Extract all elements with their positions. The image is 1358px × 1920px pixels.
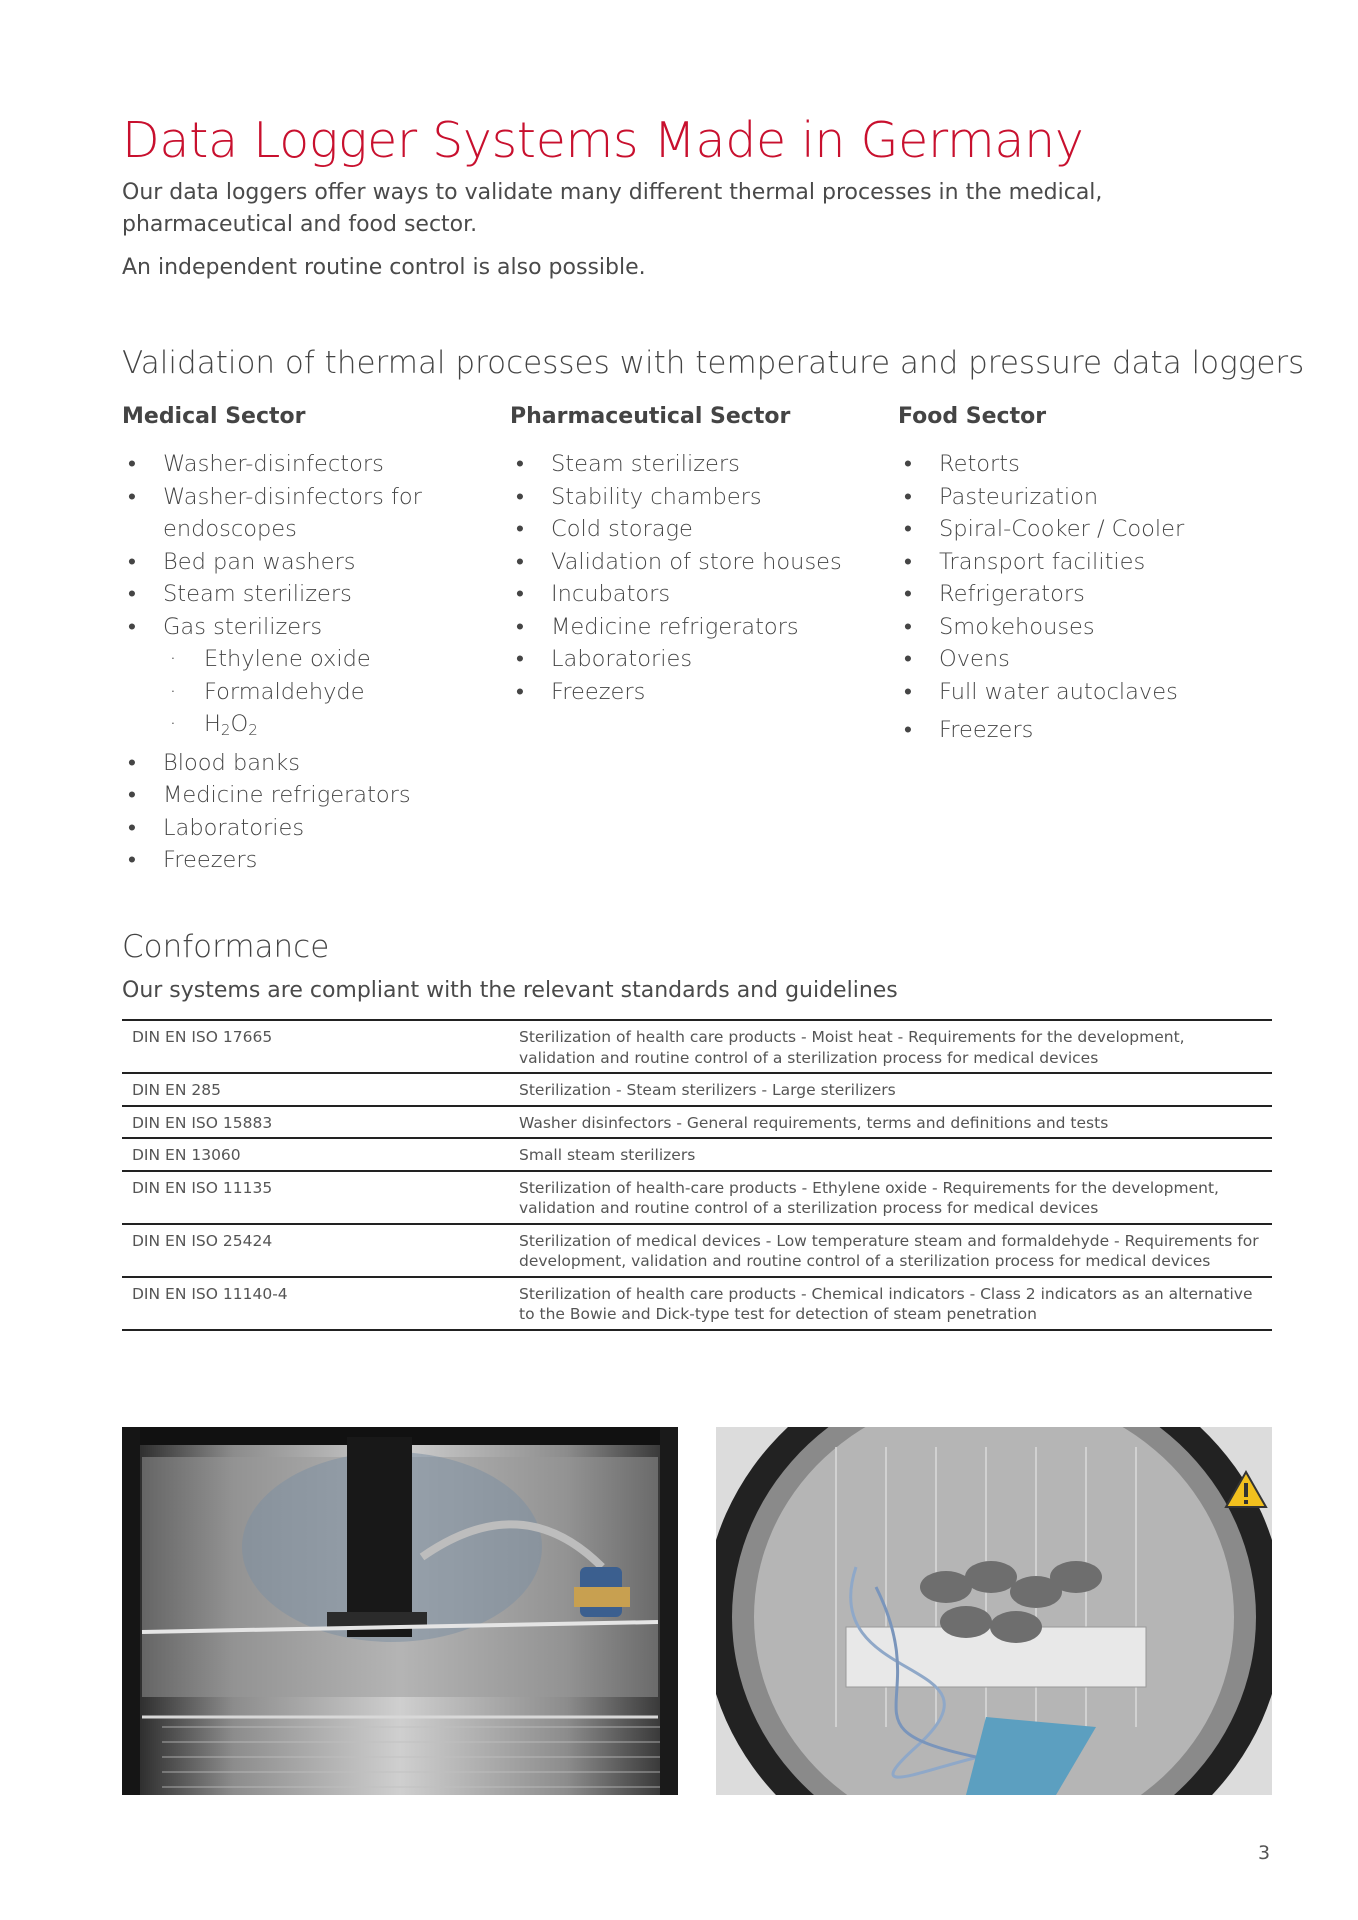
list-item: • Bed pan washers <box>122 546 502 579</box>
standard-code: DIN EN ISO 17665 <box>122 1020 509 1073</box>
list-item: • Ovens <box>898 643 1278 676</box>
standard-description: Sterilization of health care products - Moist heat - Requirements for the development, validation and routine control of a sterilization process for medical devices <box>509 1020 1272 1073</box>
bullet-icon: • <box>128 782 136 808</box>
intro-paragraph: Our data loggers offer ways to validate many different thermal processes in the medical, pharmaceutical and food sector. <box>122 180 1103 237</box>
standards-table <box>122 1019 1272 1331</box>
list-item: • Refrigerators <box>898 578 1278 611</box>
bullet-icon: • <box>128 814 136 841</box>
bullet-icon: • <box>516 646 524 672</box>
list-item: • Steam sterilizers <box>510 448 890 481</box>
standard-description: Sterilization of health-care products - Ethylene oxide - Requirements for the development, validation and routine control of a sterilization process for medical devices <box>509 1171 1272 1224</box>
list-item: • Gas sterilizers <box>122 611 502 644</box>
list-item: • Transport facilities <box>898 546 1278 579</box>
h2o2-formula: $H_2O_2$ <box>204 711 258 739</box>
column-heading: Pharmaceutical Sector <box>510 404 791 429</box>
bullet-icon: • <box>516 678 524 705</box>
list-item: • Laboratories <box>122 812 502 845</box>
table-row <box>122 1171 1272 1224</box>
list-item: • Medicine refrigerators <box>122 779 502 812</box>
list-item: • Pasteurization <box>898 481 1278 514</box>
bullet-icon: • <box>516 613 524 640</box>
standard-code: DIN EN ISO 15883 <box>122 1106 509 1139</box>
bullet-icon: • <box>904 581 912 607</box>
sub-list-item <box>122 708 502 747</box>
list-item: • Freezers <box>122 844 502 877</box>
standard-code: DIN EN ISO 11135 <box>122 1171 509 1224</box>
bullet-icon: • <box>904 516 912 542</box>
bullet-icon: • <box>128 581 136 607</box>
table-row <box>122 1224 1272 1277</box>
bullet-icon: • <box>128 451 136 477</box>
bullet-icon: • <box>128 548 136 575</box>
bullet-icon: • <box>904 678 912 705</box>
list-item: • Cold storage <box>510 513 890 546</box>
bullet-icon: • <box>516 548 524 575</box>
table-row <box>122 1277 1272 1330</box>
list-item: • Full water autoclaves <box>898 676 1278 709</box>
sub-list-item: · Formaldehyde <box>122 676 502 709</box>
list-item: • Stability chambers <box>510 481 890 514</box>
standard-description: Sterilization of health care products - Chemical indicators - Class 2 indicators as an alternative to the Bowie and Dick-type test for detection of steam penetration <box>509 1277 1272 1330</box>
bullet-icon: • <box>904 613 912 640</box>
table-row <box>122 1073 1272 1106</box>
bullet-icon: • <box>516 581 524 607</box>
bullet-icon: • <box>128 847 136 873</box>
list-item: • Retorts <box>898 448 1278 481</box>
list-item: • Spiral-Cooker / Cooler <box>898 513 1278 546</box>
sub-bullet-icon: · <box>169 678 177 705</box>
standard-description: Sterilization of medical devices - Low temperature steam and formaldehyde - Requirements for development, validation and routine control of a sterilization process for medical devices <box>509 1224 1272 1277</box>
list-item: • Steam sterilizers <box>122 578 502 611</box>
page-number: 3 <box>1258 1842 1271 1864</box>
page-title: Data Logger Systems Made in Germany <box>122 112 1084 169</box>
washer-disinfector-photo <box>122 1427 678 1795</box>
food-sector-column <box>898 404 1278 747</box>
standard-description: Small steam sterilizers <box>509 1138 1272 1171</box>
standard-code: DIN EN ISO 25424 <box>122 1224 509 1277</box>
bullet-icon: • <box>516 451 524 477</box>
pharmaceutical-sector-column <box>510 404 890 708</box>
pharmaceutical-sector-list <box>510 448 890 708</box>
sub-bullet-icon: · <box>169 711 177 737</box>
intro-paragraph-2: An independent routine control is also possible. <box>122 255 646 280</box>
bullet-icon: • <box>904 451 912 477</box>
list-item: • Washer-disinfectors for endoscopes <box>122 481 502 546</box>
standard-code: DIN EN ISO 11140-4 <box>122 1277 509 1330</box>
validation-heading: Validation of thermal processes with temperature and pressure data loggers <box>122 345 1305 381</box>
list-item: • Freezers <box>510 676 890 709</box>
list-item: • Blood banks <box>122 747 502 780</box>
conformance-subtitle: Our systems are compliant with the relevant standards and guidelines <box>122 978 898 1003</box>
list-item: • Washer-disinfectors <box>122 448 502 481</box>
sterilizer-chamber-photo <box>716 1427 1272 1795</box>
bullet-icon: • <box>128 613 136 640</box>
list-item: • Incubators <box>510 578 890 611</box>
list-item: • Freezers <box>898 714 1278 747</box>
food-sector-list <box>898 448 1278 747</box>
standard-description: Washer disinfectors - General requirements, terms and definitions and tests <box>509 1106 1272 1139</box>
bullet-icon: • <box>904 548 912 575</box>
standard-description: Sterilization - Steam sterilizers - Large sterilizers <box>509 1073 1272 1106</box>
bullet-icon: • <box>516 516 524 542</box>
bullet-icon: • <box>904 717 912 743</box>
bullet-icon: • <box>904 646 912 672</box>
sub-bullet-icon: · <box>169 646 177 672</box>
list-item: • Validation of store houses <box>510 546 890 579</box>
list-item: • Laboratories <box>510 643 890 676</box>
bullet-icon: • <box>904 483 912 510</box>
medical-sector-column <box>122 404 502 877</box>
standard-code: DIN EN 285 <box>122 1073 509 1106</box>
list-item: • Smokehouses <box>898 611 1278 644</box>
standard-code: DIN EN 13060 <box>122 1138 509 1171</box>
sub-list-item: · Ethylene oxide <box>122 643 502 676</box>
table-row <box>122 1138 1272 1171</box>
table-row <box>122 1020 1272 1073</box>
conformance-heading: Conformance <box>122 929 330 965</box>
list-item: • Medicine refrigerators <box>510 611 890 644</box>
bullet-icon: • <box>516 483 524 510</box>
bullet-icon: • <box>128 483 136 510</box>
column-heading: Food Sector <box>898 404 1047 429</box>
medical-sector-list <box>122 448 502 877</box>
column-heading: Medical Sector <box>122 404 306 429</box>
bullet-icon: • <box>128 749 136 776</box>
table-row <box>122 1106 1272 1139</box>
